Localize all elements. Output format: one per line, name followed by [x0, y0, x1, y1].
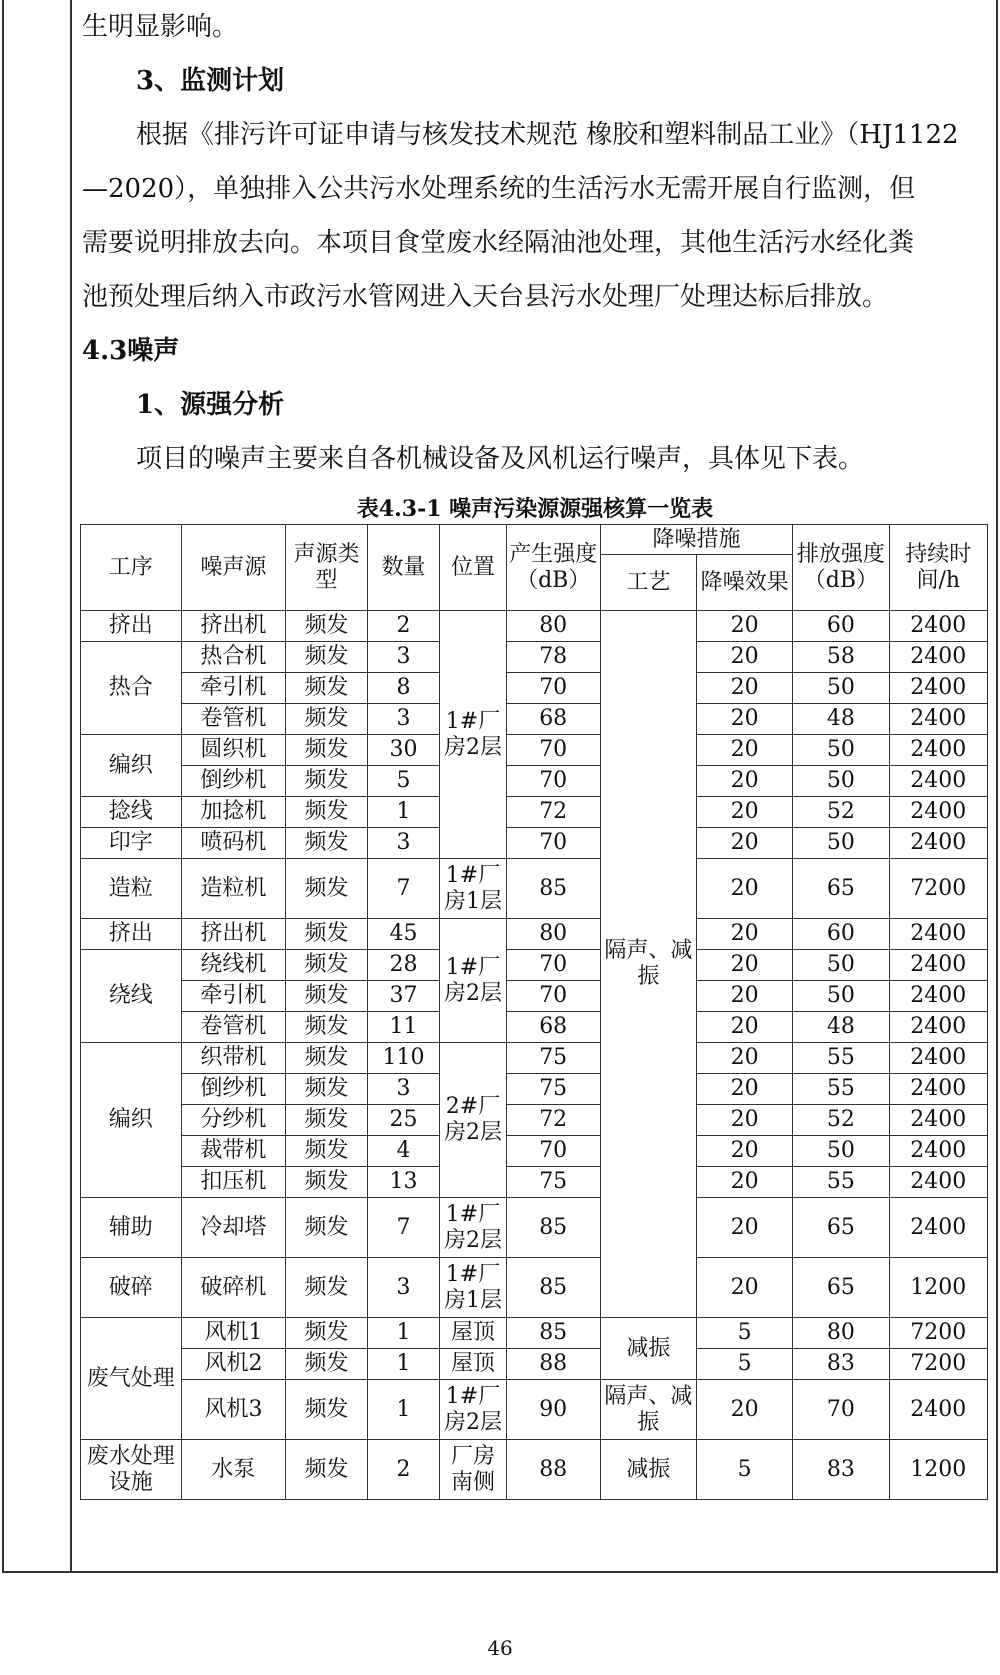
- cell-location: 屋顶: [440, 1349, 506, 1380]
- cell-count: 3: [367, 1258, 440, 1318]
- cell-effect: 20: [697, 1167, 793, 1198]
- cell-source: 加捻机: [181, 797, 286, 828]
- cell-intensity: 78: [506, 642, 600, 673]
- cell-emission: 65: [793, 1198, 889, 1258]
- table-row: [81, 1198, 988, 1258]
- cell-duration: 2400: [889, 1012, 987, 1043]
- cell-intensity: 70: [506, 828, 600, 859]
- cell-craft: 隔声、减振: [600, 611, 696, 1318]
- cell-process: 绕线: [81, 950, 182, 1043]
- cell-source: 风机3: [181, 1380, 286, 1440]
- table-row: [81, 766, 988, 797]
- cell-source: 卷管机: [181, 1012, 286, 1043]
- cell-source: 挤出机: [181, 611, 286, 642]
- heading-noise: 4.3噪声: [82, 336, 180, 366]
- cell-type: 频发: [286, 1105, 367, 1136]
- cell-type: 频发: [286, 859, 367, 919]
- cell-count: 28: [367, 950, 440, 981]
- header-location: 位置: [440, 525, 506, 611]
- cell-intensity: 85: [506, 1198, 600, 1258]
- cell-count: 7: [367, 859, 440, 919]
- cell-duration: 2400: [889, 704, 987, 735]
- cell-source: 造粒机: [181, 859, 286, 919]
- cell-count: 2: [367, 1440, 440, 1500]
- cell-emission: 60: [793, 611, 889, 642]
- cell-type: 频发: [286, 1167, 367, 1198]
- cell-process: 废气处理: [81, 1318, 182, 1440]
- table-row: [81, 859, 988, 919]
- cell-duration: 2400: [889, 673, 987, 704]
- cell-intensity: 85: [506, 859, 600, 919]
- cell-intensity: 70: [506, 735, 600, 766]
- cell-emission: 65: [793, 1258, 889, 1318]
- cell-source: 绕线机: [181, 950, 286, 981]
- cell-intensity: 70: [506, 766, 600, 797]
- cell-effect: 20: [697, 611, 793, 642]
- cell-intensity: 70: [506, 950, 600, 981]
- table-row: [81, 950, 988, 981]
- cell-emission: 80: [793, 1318, 889, 1349]
- cell-effect: 5: [697, 1440, 793, 1500]
- cell-emission: 48: [793, 704, 889, 735]
- cell-effect: 5: [697, 1318, 793, 1349]
- cell-intensity: 80: [506, 611, 600, 642]
- cell-emission: 50: [793, 673, 889, 704]
- header-emission: 排放强度（dB）: [793, 525, 889, 611]
- cell-process: 印字: [81, 828, 182, 859]
- cell-process: 热合: [81, 642, 182, 735]
- header-duration: 持续时间/h: [889, 525, 987, 611]
- cell-effect: 20: [697, 642, 793, 673]
- cell-count: 4: [367, 1136, 440, 1167]
- cell-type: 频发: [286, 919, 367, 950]
- cell-emission: 55: [793, 1074, 889, 1105]
- cell-craft: 隔声、减振: [600, 1380, 696, 1440]
- paragraph-continuation: 生明显影响。: [82, 12, 239, 42]
- cell-effect: 20: [697, 1043, 793, 1074]
- cell-emission: 60: [793, 919, 889, 950]
- header-measures: 降噪措施: [600, 525, 793, 555]
- cell-process: 挤出: [81, 611, 182, 642]
- cell-emission: 48: [793, 1012, 889, 1043]
- cell-source: 冷却塔: [181, 1198, 286, 1258]
- cell-emission: 83: [793, 1440, 889, 1500]
- body-text: [82, 0, 988, 486]
- cell-process: 挤出: [81, 919, 182, 950]
- cell-source: 水泵: [181, 1440, 286, 1500]
- cell-intensity: 72: [506, 1105, 600, 1136]
- cell-effect: 20: [697, 981, 793, 1012]
- cell-emission: 55: [793, 1167, 889, 1198]
- table-row: [81, 828, 988, 859]
- table-row: [81, 1349, 988, 1380]
- cell-emission: 50: [793, 981, 889, 1012]
- cell-duration: 2400: [889, 1380, 987, 1440]
- cell-location: 厂房南侧: [440, 1440, 506, 1500]
- table-row: [81, 1105, 988, 1136]
- cell-effect: 20: [697, 1258, 793, 1318]
- noise-source-table: [80, 524, 988, 1500]
- cell-count: 5: [367, 766, 440, 797]
- cell-process: 破碎: [81, 1258, 182, 1318]
- cell-location: 1#厂房1层: [440, 1258, 506, 1318]
- cell-intensity: 90: [506, 1380, 600, 1440]
- cell-count: 3: [367, 828, 440, 859]
- cell-duration: 7200: [889, 859, 987, 919]
- cell-effect: 20: [697, 766, 793, 797]
- cell-count: 1: [367, 1380, 440, 1440]
- paragraph-monitoring-line3: 需要说明排放去向。本项目食堂废水经隔油池处理，其他生活污水经化粪: [82, 228, 915, 258]
- cell-effect: 20: [697, 1136, 793, 1167]
- cell-count: 3: [367, 1074, 440, 1105]
- cell-intensity: 75: [506, 1167, 600, 1198]
- cell-emission: 50: [793, 735, 889, 766]
- cell-type: 频发: [286, 766, 367, 797]
- cell-type: 频发: [286, 1043, 367, 1074]
- cell-source: 扣压机: [181, 1167, 286, 1198]
- cell-source: 喷码机: [181, 828, 286, 859]
- header-count: 数量: [367, 525, 440, 611]
- cell-type: 频发: [286, 1074, 367, 1105]
- cell-duration: 2400: [889, 766, 987, 797]
- paragraph-monitoring-line4: 池预处理后纳入市政污水管网进入天台县污水处理厂处理达标后排放。: [82, 282, 889, 312]
- cell-process: 编织: [81, 735, 182, 797]
- table-row: [81, 981, 988, 1012]
- cell-location: 1#厂房1层: [440, 859, 506, 919]
- table-body: [81, 611, 988, 1500]
- cell-source: 破碎机: [181, 1258, 286, 1318]
- cell-intensity: 72: [506, 797, 600, 828]
- cell-duration: 2400: [889, 981, 987, 1012]
- cell-emission: 50: [793, 1136, 889, 1167]
- cell-count: 11: [367, 1012, 440, 1043]
- cell-duration: 2400: [889, 1167, 987, 1198]
- cell-emission: 83: [793, 1349, 889, 1380]
- page-number: 46: [487, 1636, 513, 1660]
- cell-intensity: 88: [506, 1440, 600, 1500]
- table-row: [81, 735, 988, 766]
- cell-duration: 1200: [889, 1258, 987, 1318]
- cell-emission: 52: [793, 797, 889, 828]
- cell-effect: 20: [697, 1074, 793, 1105]
- cell-effect: 20: [697, 828, 793, 859]
- cell-type: 频发: [286, 950, 367, 981]
- cell-source: 卷管机: [181, 704, 286, 735]
- cell-source: 挤出机: [181, 919, 286, 950]
- cell-source: 牵引机: [181, 673, 286, 704]
- cell-source: 热合机: [181, 642, 286, 673]
- cell-intensity: 80: [506, 919, 600, 950]
- cell-count: 25: [367, 1105, 440, 1136]
- cell-duration: 2400: [889, 828, 987, 859]
- cell-source: 圆织机: [181, 735, 286, 766]
- header-type: 声源类型: [286, 525, 367, 611]
- cell-count: 30: [367, 735, 440, 766]
- cell-effect: 5: [697, 1349, 793, 1380]
- cell-emission: 50: [793, 828, 889, 859]
- cell-duration: 2400: [889, 1136, 987, 1167]
- cell-type: 频发: [286, 981, 367, 1012]
- cell-source: 倒纱机: [181, 766, 286, 797]
- cell-location: 1#厂房2层: [440, 611, 506, 859]
- paragraph-monitoring-line2: —2020），单独排入公共污水处理系统的生活污水无需开展自行监测，但: [82, 174, 916, 204]
- cell-effect: 20: [697, 1105, 793, 1136]
- cell-source: 风机1: [181, 1318, 286, 1349]
- cell-duration: 7200: [889, 1318, 987, 1349]
- table-row: [81, 673, 988, 704]
- cell-count: 3: [367, 704, 440, 735]
- cell-intensity: 75: [506, 1043, 600, 1074]
- cell-type: 频发: [286, 673, 367, 704]
- cell-process: 捻线: [81, 797, 182, 828]
- cell-duration: 2400: [889, 797, 987, 828]
- table-row: [81, 919, 988, 950]
- heading-monitoring-plan: 3、监测计划: [136, 66, 285, 96]
- cell-effect: 20: [697, 859, 793, 919]
- cell-location: 1#厂房2层: [440, 919, 506, 1043]
- table-row: [81, 1440, 988, 1500]
- cell-duration: 2400: [889, 611, 987, 642]
- cell-emission: 55: [793, 1043, 889, 1074]
- table-row: [81, 704, 988, 735]
- cell-effect: 20: [697, 1198, 793, 1258]
- cell-process: 废水处理设施: [81, 1440, 182, 1500]
- cell-type: 频发: [286, 1380, 367, 1440]
- cell-duration: 2400: [889, 1043, 987, 1074]
- cell-effect: 20: [697, 673, 793, 704]
- cell-type: 频发: [286, 735, 367, 766]
- cell-count: 45: [367, 919, 440, 950]
- cell-emission: 65: [793, 859, 889, 919]
- cell-count: 7: [367, 1198, 440, 1258]
- cell-location: 屋顶: [440, 1318, 506, 1349]
- cell-intensity: 85: [506, 1318, 600, 1349]
- cell-type: 频发: [286, 1012, 367, 1043]
- cell-location: 1#厂房2层: [440, 1380, 506, 1440]
- table-row: [81, 1136, 988, 1167]
- table-row: [81, 1318, 988, 1349]
- cell-effect: 20: [697, 1012, 793, 1043]
- cell-intensity: 68: [506, 1012, 600, 1043]
- cell-source: 织带机: [181, 1043, 286, 1074]
- cell-duration: 7200: [889, 1349, 987, 1380]
- cell-type: 频发: [286, 1258, 367, 1318]
- cell-location: 2#厂房2层: [440, 1043, 506, 1198]
- cell-effect: 20: [697, 704, 793, 735]
- cell-source: 倒纱机: [181, 1074, 286, 1105]
- cell-process: 辅助: [81, 1198, 182, 1258]
- table-row: [81, 1258, 988, 1318]
- cell-count: 1: [367, 1349, 440, 1380]
- cell-effect: 20: [697, 950, 793, 981]
- cell-intensity: 70: [506, 673, 600, 704]
- cell-duration: 2400: [889, 1105, 987, 1136]
- cell-duration: 2400: [889, 950, 987, 981]
- cell-type: 频发: [286, 1349, 367, 1380]
- cell-count: 8: [367, 673, 440, 704]
- cell-source: 风机2: [181, 1349, 286, 1380]
- cell-process: 造粒: [81, 859, 182, 919]
- cell-source: 分纱机: [181, 1105, 286, 1136]
- cell-source: 牵引机: [181, 981, 286, 1012]
- cell-effect: 20: [697, 735, 793, 766]
- cell-type: 频发: [286, 704, 367, 735]
- cell-count: 37: [367, 981, 440, 1012]
- cell-type: 频发: [286, 611, 367, 642]
- cell-duration: 2400: [889, 1074, 987, 1105]
- paragraph-monitoring-line1: 根据《排污许可证申请与核发技术规范 橡胶和塑料制品工业》（HJ1122: [136, 120, 959, 150]
- header-craft: 工艺: [600, 555, 696, 611]
- cell-type: 频发: [286, 1136, 367, 1167]
- table-row: [81, 1012, 988, 1043]
- header-source: 噪声源: [181, 525, 286, 611]
- paragraph-source-analysis: 项目的噪声主要来自各机械设备及风机运行噪声，具体见下表。: [136, 444, 865, 474]
- cell-source: 裁带机: [181, 1136, 286, 1167]
- table-row: [81, 1074, 988, 1105]
- cell-type: 频发: [286, 1318, 367, 1349]
- cell-intensity: 70: [506, 981, 600, 1012]
- table-row: [81, 1167, 988, 1198]
- cell-effect: 20: [697, 919, 793, 950]
- cell-location: 1#厂房2层: [440, 1198, 506, 1258]
- cell-craft: 减振: [600, 1440, 696, 1500]
- cell-duration: 2400: [889, 919, 987, 950]
- table-row: [81, 642, 988, 673]
- cell-emission: 50: [793, 766, 889, 797]
- cell-intensity: 68: [506, 704, 600, 735]
- header-intensity: 产生强度（dB）: [506, 525, 600, 611]
- cell-count: 1: [367, 797, 440, 828]
- cell-craft: 减振: [600, 1318, 696, 1380]
- cell-duration: 1200: [889, 1440, 987, 1500]
- table-row: [81, 611, 988, 642]
- cell-emission: 50: [793, 950, 889, 981]
- cell-count: 2: [367, 611, 440, 642]
- header-effect: 降噪效果: [697, 555, 793, 611]
- cell-intensity: 88: [506, 1349, 600, 1380]
- table-row: [81, 1043, 988, 1074]
- cell-count: 3: [367, 642, 440, 673]
- cell-count: 1: [367, 1318, 440, 1349]
- cell-effect: 20: [697, 797, 793, 828]
- cell-emission: 70: [793, 1380, 889, 1440]
- cell-count: 110: [367, 1043, 440, 1074]
- header-process: 工序: [81, 525, 182, 611]
- cell-type: 频发: [286, 828, 367, 859]
- heading-source-analysis: 1、源强分析: [136, 390, 285, 420]
- cell-emission: 58: [793, 642, 889, 673]
- cell-type: 频发: [286, 642, 367, 673]
- cell-emission: 52: [793, 1105, 889, 1136]
- table-caption: 表4.3-1 噪声污染源源强核算一览表: [356, 496, 714, 522]
- cell-type: 频发: [286, 797, 367, 828]
- cell-type: 频发: [286, 1198, 367, 1258]
- cell-type: 频发: [286, 1440, 367, 1500]
- cell-effect: 20: [697, 1380, 793, 1440]
- cell-intensity: 75: [506, 1074, 600, 1105]
- cell-duration: 2400: [889, 642, 987, 673]
- cell-intensity: 70: [506, 1136, 600, 1167]
- cell-process: 编织: [81, 1043, 182, 1198]
- table-row: [81, 797, 988, 828]
- cell-count: 13: [367, 1167, 440, 1198]
- cell-duration: 2400: [889, 1198, 987, 1258]
- table-row: [81, 1380, 988, 1440]
- left-margin-column: [70, 0, 72, 1571]
- cell-intensity: 85: [506, 1258, 600, 1318]
- cell-duration: 2400: [889, 735, 987, 766]
